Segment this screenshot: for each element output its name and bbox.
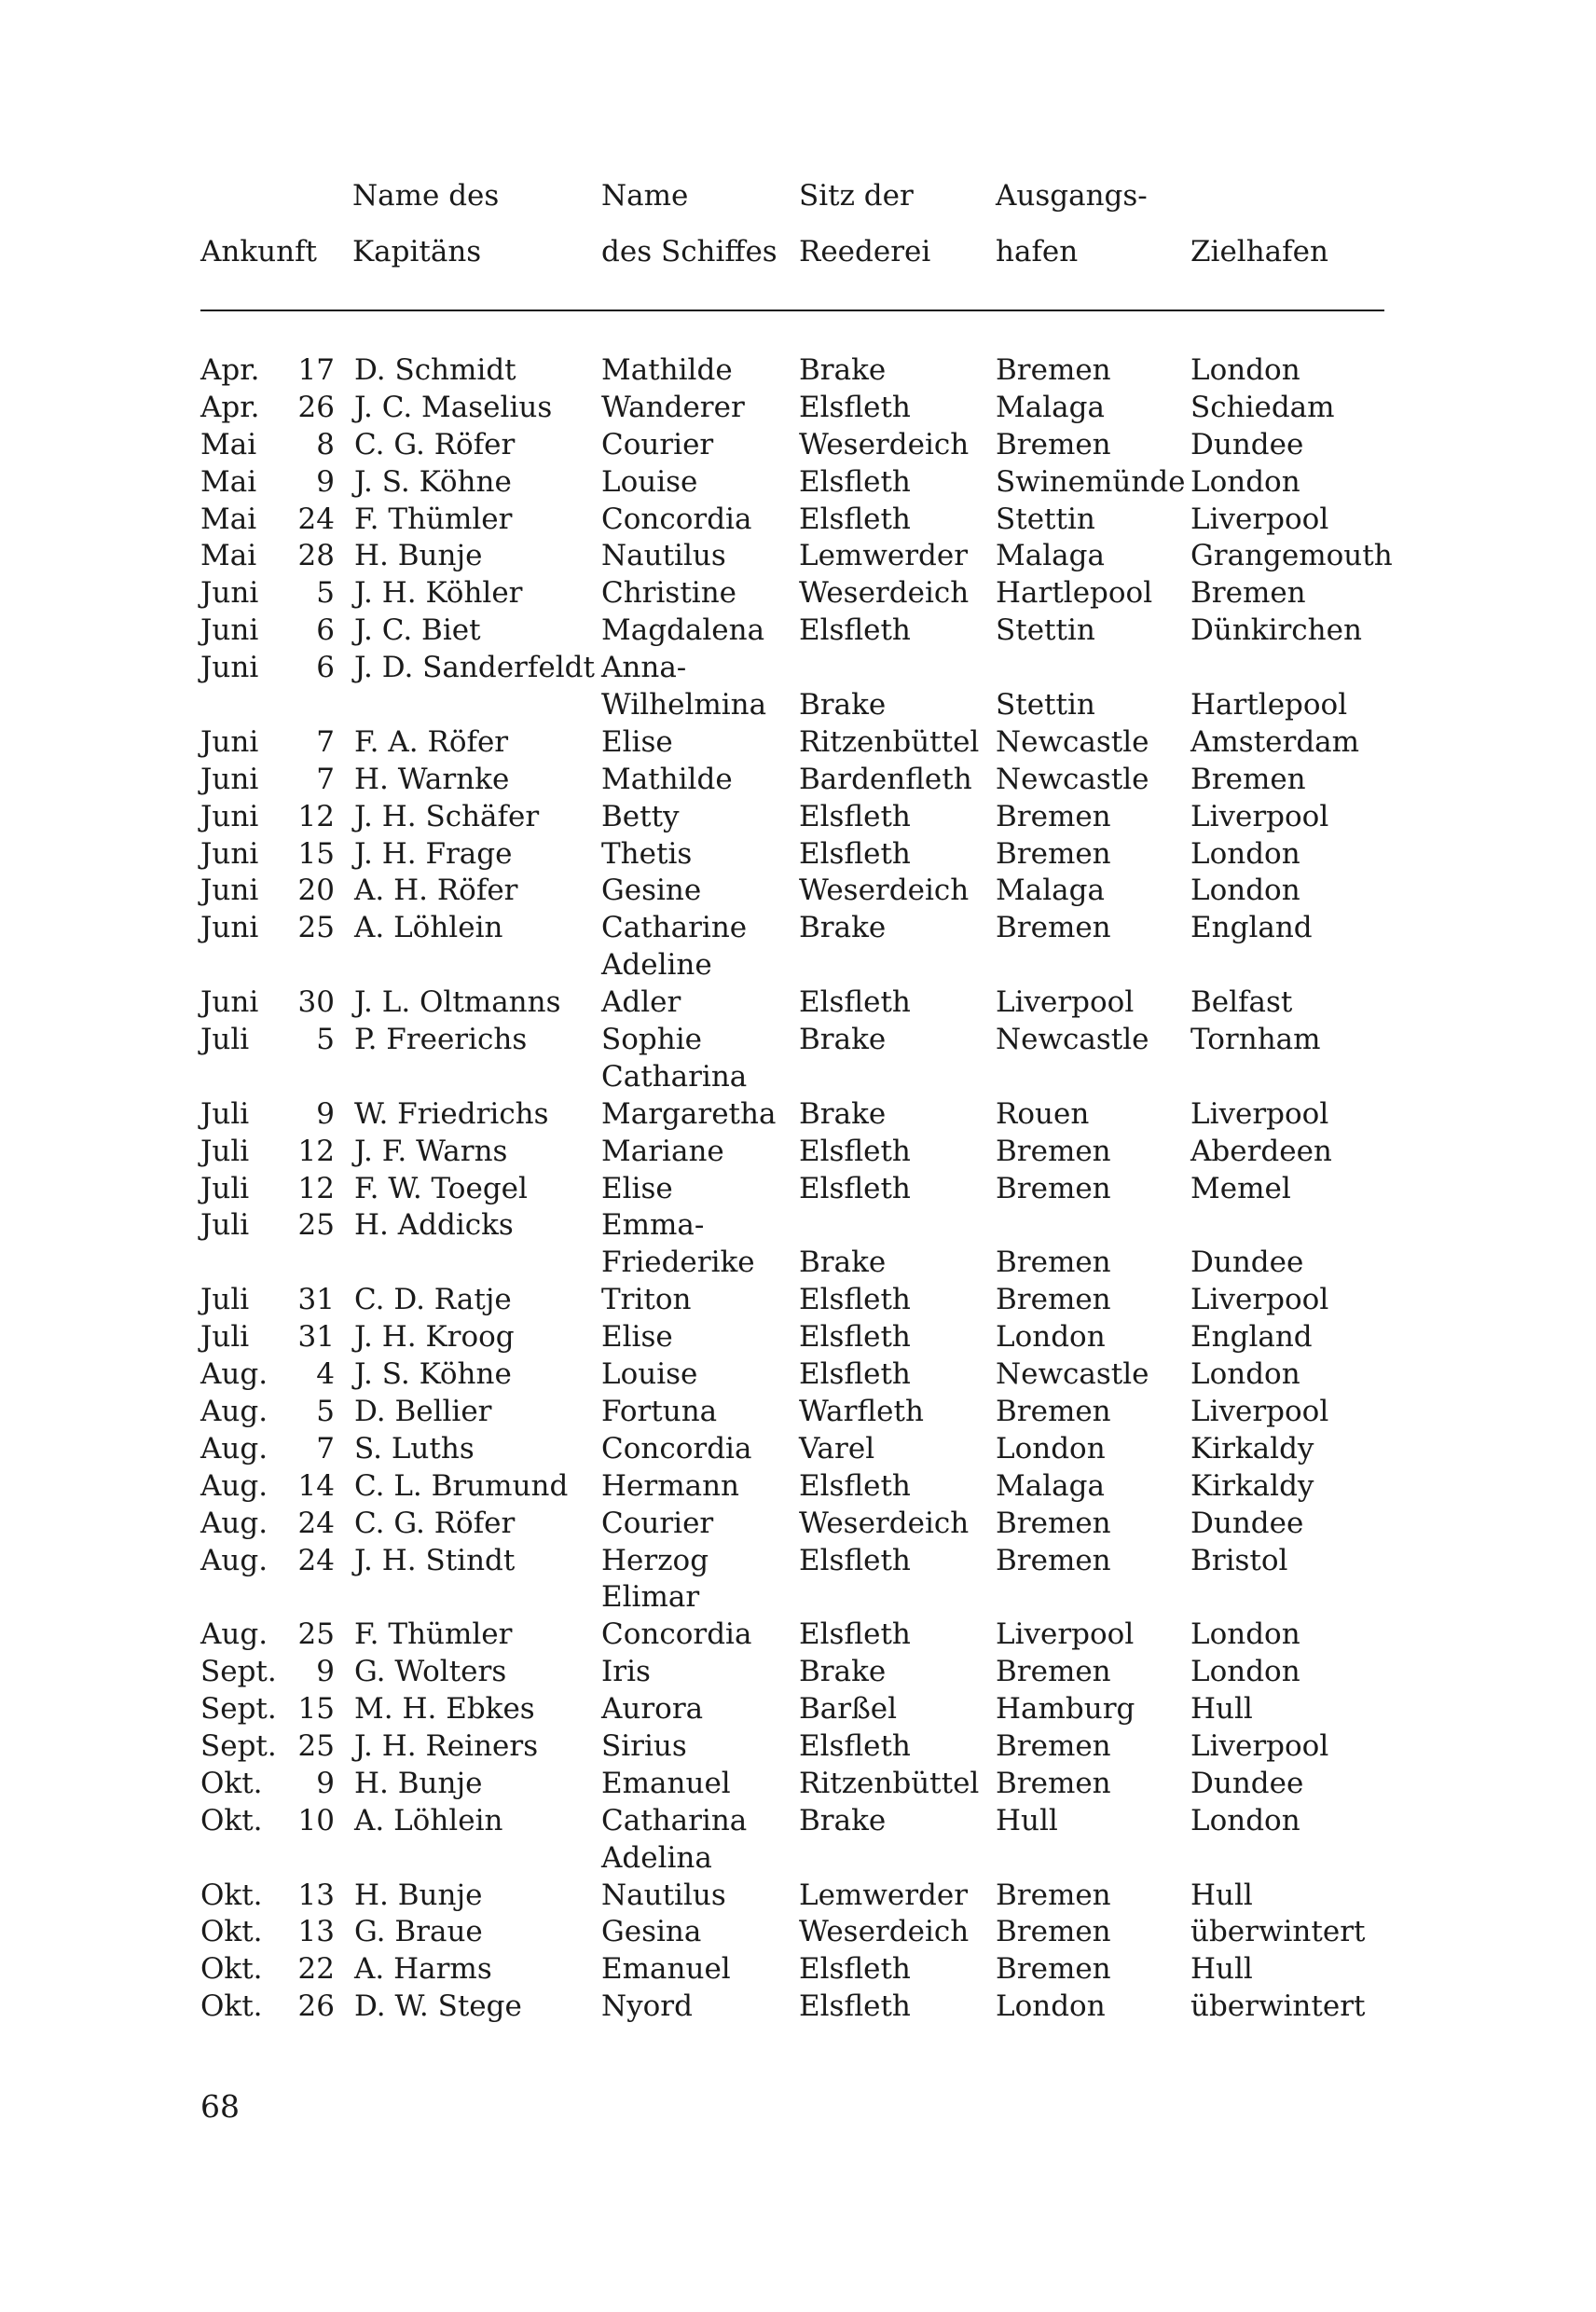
ship-name: Aurora	[601, 1692, 704, 1727]
destination-port: London	[1190, 464, 1300, 499]
departure-port: Bremen	[996, 353, 1111, 387]
arrival-month: Aug.	[200, 1506, 268, 1540]
ship-name: Adler	[601, 985, 681, 1020]
arrival-day: 24	[297, 502, 335, 536]
destination-port: Memel	[1190, 1171, 1291, 1205]
header-captain-line1: Name des	[352, 179, 500, 213]
captain-name: D. Schmidt	[354, 353, 516, 387]
captain-name: J. H. Reiners	[354, 1728, 539, 1763]
ship-name: Fortuna	[601, 1394, 718, 1428]
arrival-day: 5	[316, 1023, 335, 1057]
shipowner-seat: Lemwerder	[799, 539, 969, 573]
arrival-month: Okt.	[200, 1915, 263, 1949]
header-departure-line1: Ausgangs-	[996, 179, 1148, 213]
captain-name: J. C. Biet	[354, 613, 481, 648]
page-number: 68	[200, 2088, 240, 2125]
destination-port: Schiedam	[1190, 390, 1335, 424]
destination-port: Dundee	[1190, 1506, 1304, 1540]
arrival-month: Mai	[200, 502, 257, 536]
ship-name: Nautilus	[601, 539, 726, 573]
departure-port: Malaga	[996, 1468, 1105, 1503]
shipowner-seat: Elsfleth	[799, 836, 911, 871]
captain-name: J. H. Stindt	[354, 1543, 516, 1577]
departure-port: Stettin	[996, 613, 1095, 648]
shipowner-seat: Elsfleth	[799, 1134, 911, 1168]
shipowner-seat: Elsfleth	[799, 1357, 911, 1392]
captain-name: C. D. Ratje	[354, 1283, 512, 1317]
arrival-month: Mai	[200, 539, 257, 573]
destination-port: Bristol	[1190, 1543, 1288, 1577]
ship-name: Emanuel	[601, 1952, 731, 1987]
departure-port: Swinemünde	[996, 464, 1186, 499]
captain-name: J. H. Schäfer	[354, 799, 540, 833]
destination-port: Aberdeen	[1190, 1134, 1332, 1168]
ship-name: Catharina	[601, 1059, 748, 1094]
header-arrival: Ankunft	[200, 235, 317, 268]
captain-name: J. H. Kroog	[354, 1320, 515, 1355]
captain-name: W. Friedrichs	[354, 1096, 549, 1131]
ship-name: Nyord	[601, 1989, 693, 2024]
departure-port: London	[996, 1989, 1106, 2024]
header-seat-line1: Sitz der	[799, 179, 914, 213]
arrival-day: 31	[297, 1283, 335, 1317]
departure-port: Bremen	[996, 836, 1111, 871]
captain-name: J. S. Köhne	[354, 464, 512, 499]
captain-name: F. W. Toegel	[354, 1171, 528, 1205]
shipowner-seat: Elsfleth	[799, 1952, 911, 1987]
arrival-day: 30	[297, 985, 335, 1020]
departure-port: Newcastle	[996, 1023, 1149, 1057]
departure-port: Stettin	[996, 688, 1095, 722]
departure-port: Bremen	[996, 1506, 1111, 1540]
arrival-month: Apr.	[200, 353, 260, 387]
shipowner-seat: Weserdeich	[799, 874, 970, 908]
captain-name: G. Braue	[354, 1915, 483, 1949]
arrival-month: Apr.	[200, 390, 260, 424]
destination-port: London	[1190, 353, 1300, 387]
destination-port: Kirkaldy	[1190, 1468, 1314, 1503]
arrival-day: 8	[316, 427, 335, 461]
ship-name: Gesine	[601, 874, 702, 908]
ship-name: Triton	[601, 1283, 692, 1317]
shipowner-seat: Weserdeich	[799, 427, 970, 461]
ship-name: Emanuel	[601, 1766, 731, 1800]
arrival-day: 6	[316, 651, 335, 685]
arrival-day: 24	[297, 1543, 335, 1577]
arrival-month: Aug.	[200, 1468, 268, 1503]
captain-name: A. Löhlein	[354, 1803, 503, 1837]
header-captain-line2: Kapitäns	[352, 235, 482, 268]
ship-name: Wilhelmina	[601, 688, 767, 722]
ship-name: Friederike	[601, 1245, 755, 1280]
arrival-month: Juli	[200, 1134, 250, 1168]
arrival-day: 14	[297, 1468, 335, 1503]
arrival-month: Juli	[200, 1208, 250, 1243]
arrival-month: Aug.	[200, 1617, 268, 1652]
captain-name: J. C. Maselius	[354, 390, 553, 424]
destination-port: London	[1190, 874, 1300, 908]
arrival-day: 9	[316, 464, 335, 499]
captain-name: A. Harms	[354, 1952, 492, 1987]
captain-name: C. L. Brumund	[354, 1468, 569, 1503]
departure-port: Hamburg	[996, 1692, 1135, 1727]
departure-port: Hartlepool	[996, 576, 1153, 611]
destination-port: London	[1190, 1655, 1300, 1689]
arrival-day: 25	[297, 911, 335, 945]
departure-port: Bremen	[996, 1766, 1111, 1800]
destination-port: London	[1190, 1617, 1300, 1652]
departure-port: Malaga	[996, 390, 1105, 424]
arrival-month: Okt.	[200, 1952, 263, 1987]
arrival-day: 13	[297, 1915, 335, 1949]
arrival-day: 9	[316, 1096, 335, 1131]
shipowner-seat: Elsfleth	[799, 502, 911, 536]
arrival-month: Sept.	[200, 1655, 277, 1689]
arrival-day: 12	[297, 1134, 335, 1168]
header-destination: Zielhafen	[1190, 235, 1328, 268]
ship-name: Concordia	[601, 1431, 752, 1466]
captain-name: D. W. Stege	[354, 1989, 522, 2024]
arrival-day: 25	[297, 1208, 335, 1243]
shipowner-seat: Elsfleth	[799, 1468, 911, 1503]
arrival-month: Juni	[200, 985, 259, 1020]
shipowner-seat: Varel	[799, 1431, 875, 1466]
shipowner-seat: Elsfleth	[799, 1543, 911, 1577]
captain-name: J. H. Köhler	[354, 576, 523, 611]
arrival-month: Mai	[200, 427, 257, 461]
shipowner-seat: Elsfleth	[799, 1728, 911, 1763]
arrival-month: Sept.	[200, 1728, 277, 1763]
shipowner-seat: Brake	[799, 1096, 887, 1131]
captain-name: A. H. Röfer	[354, 874, 518, 908]
arrival-day: 6	[316, 613, 335, 648]
ship-name: Mathilde	[601, 353, 733, 387]
shipowner-seat: Elsfleth	[799, 1617, 911, 1652]
departure-port: Bremen	[996, 1878, 1111, 1912]
captain-name: J. F. Warns	[354, 1134, 508, 1168]
ship-name: Courier	[601, 1506, 714, 1540]
destination-port: Tornham	[1190, 1023, 1321, 1057]
arrival-day: 28	[297, 539, 335, 573]
ship-name: Gesina	[601, 1915, 702, 1949]
ship-name: Magdalena	[601, 613, 765, 648]
departure-port: Bremen	[996, 1394, 1111, 1428]
destination-port: Liverpool	[1190, 1096, 1329, 1131]
arrival-day: 7	[316, 762, 335, 796]
header-departure-line2: hafen	[996, 235, 1079, 268]
arrival-day: 9	[316, 1655, 335, 1689]
shipowner-seat: Warfleth	[799, 1394, 924, 1428]
departure-port: Bremen	[996, 1915, 1111, 1949]
arrival-day: 12	[297, 1171, 335, 1205]
departure-port: Bremen	[996, 911, 1111, 945]
shipowner-seat: Ritzenbüttel	[799, 724, 980, 759]
destination-port: Liverpool	[1190, 799, 1329, 833]
arrival-month: Aug.	[200, 1543, 268, 1577]
departure-port: Stettin	[996, 502, 1095, 536]
destination-port: Dünkirchen	[1190, 613, 1362, 648]
destination-port: Hartlepool	[1190, 688, 1348, 722]
arrival-day: 25	[297, 1617, 335, 1652]
ship-name: Anna-	[601, 651, 687, 685]
header-seat-line2: Reederei	[799, 235, 931, 268]
departure-port: Bremen	[996, 1655, 1111, 1689]
ship-name: Elise	[601, 724, 673, 759]
departure-port: Hull	[996, 1803, 1058, 1837]
captain-name: G. Wolters	[354, 1655, 507, 1689]
ship-name: Elimar	[601, 1580, 700, 1615]
captain-name: D. Bellier	[354, 1394, 492, 1428]
arrival-month: Juni	[200, 576, 259, 611]
ship-name: Nautilus	[601, 1878, 726, 1912]
departure-port: Bremen	[996, 799, 1111, 833]
shipowner-seat: Lemwerder	[799, 1878, 969, 1912]
ship-name: Adelina	[601, 1840, 712, 1875]
arrival-day: 25	[297, 1728, 335, 1763]
arrival-month: Juli	[200, 1320, 250, 1355]
destination-port: Bremen	[1190, 762, 1306, 796]
shipowner-seat: Brake	[799, 1803, 887, 1837]
shipowner-seat: Elsfleth	[799, 390, 911, 424]
arrival-day: 9	[316, 1766, 335, 1800]
ship-name: Christine	[601, 576, 737, 611]
captain-name: M. H. Ebkes	[354, 1692, 535, 1727]
captain-name: J. H. Frage	[354, 836, 513, 871]
ship-name: Adeline	[601, 948, 712, 983]
arrival-month: Okt.	[200, 1989, 263, 2024]
destination-port: London	[1190, 1803, 1300, 1837]
arrival-month: Mai	[200, 464, 257, 499]
arrival-month: Okt.	[200, 1878, 263, 1912]
destination-port: London	[1190, 1357, 1300, 1392]
arrival-day: 10	[297, 1803, 335, 1837]
arrival-month: Juli	[200, 1023, 250, 1057]
arrival-day: 26	[297, 1989, 335, 2024]
shipowner-seat: Elsfleth	[799, 799, 911, 833]
shipowner-seat: Bardenfleth	[799, 762, 972, 796]
arrival-day: 31	[297, 1320, 335, 1355]
captain-name: H. Bunje	[354, 539, 483, 573]
arrival-month: Juni	[200, 724, 259, 759]
captain-name: S. Luths	[354, 1431, 475, 1466]
ship-name: Wanderer	[601, 390, 745, 424]
shipowner-seat: Elsfleth	[799, 1989, 911, 2024]
arrival-month: Aug.	[200, 1357, 268, 1392]
destination-port: Kirkaldy	[1190, 1431, 1314, 1466]
departure-port: Newcastle	[996, 1357, 1149, 1392]
arrival-day: 22	[297, 1952, 335, 1987]
ship-name: Mathilde	[601, 762, 733, 796]
destination-port: Hull	[1190, 1878, 1253, 1912]
destination-port: Belfast	[1190, 985, 1293, 1020]
destination-port: Liverpool	[1190, 1283, 1329, 1317]
shipowner-seat: Weserdeich	[799, 1506, 970, 1540]
captain-name: H. Bunje	[354, 1766, 483, 1800]
destination-port: Amsterdam	[1190, 724, 1360, 759]
arrival-month: Juli	[200, 1283, 250, 1317]
ship-name: Louise	[601, 1357, 698, 1392]
arrival-day: 12	[297, 799, 335, 833]
destination-port: überwintert	[1190, 1989, 1366, 2024]
ship-name: Elise	[601, 1171, 673, 1205]
destination-port: Dundee	[1190, 427, 1304, 461]
ship-name: Iris	[601, 1655, 651, 1689]
departure-port: Newcastle	[996, 762, 1149, 796]
ship-name: Catharina	[601, 1803, 748, 1837]
destination-port: Dundee	[1190, 1766, 1304, 1800]
departure-port: Rouen	[996, 1096, 1090, 1131]
shipowner-seat: Brake	[799, 1023, 887, 1057]
shipowner-seat: Ritzenbüttel	[799, 1766, 980, 1800]
departure-port: London	[996, 1431, 1106, 1466]
arrival-month: Juni	[200, 762, 259, 796]
arrival-month: Sept.	[200, 1692, 277, 1727]
shipowner-seat: Brake	[799, 353, 887, 387]
destination-port: Liverpool	[1190, 1394, 1329, 1428]
arrival-month: Juni	[200, 911, 259, 945]
captain-name: C. G. Röfer	[354, 1506, 516, 1540]
captain-name: F. Thümler	[354, 502, 513, 536]
arrival-month: Juli	[200, 1171, 250, 1205]
captain-name: J. L. Oltmanns	[354, 985, 561, 1020]
shipowner-seat: Elsfleth	[799, 1171, 911, 1205]
captain-name: J. D. Sanderfeldt	[354, 651, 595, 685]
ship-name: Margaretha	[601, 1096, 777, 1131]
arrival-month: Okt.	[200, 1803, 263, 1837]
departure-port: Bremen	[996, 1283, 1111, 1317]
departure-port: Bremen	[996, 1543, 1111, 1577]
arrival-month: Juli	[200, 1096, 250, 1131]
arrival-month: Juni	[200, 836, 259, 871]
arrival-month: Juni	[200, 874, 259, 908]
captain-name: H. Bunje	[354, 1878, 483, 1912]
header-ship-line1: Name	[601, 179, 689, 213]
arrival-month: Juni	[200, 651, 259, 685]
destination-port: Hull	[1190, 1692, 1253, 1727]
captain-name: A. Löhlein	[354, 911, 503, 945]
arrival-day: 24	[297, 1506, 335, 1540]
departure-port: Bremen	[996, 1171, 1111, 1205]
ship-name: Louise	[601, 464, 698, 499]
ship-name: Sophie	[601, 1023, 702, 1057]
shipowner-seat: Elsfleth	[799, 613, 911, 648]
captain-name: C. G. Röfer	[354, 427, 516, 461]
destination-port: Bremen	[1190, 576, 1306, 611]
ship-name: Herzog	[601, 1543, 709, 1577]
shipowner-seat: Weserdeich	[799, 576, 970, 611]
arrival-month: Juni	[200, 613, 259, 648]
ship-name: Elise	[601, 1320, 673, 1355]
arrival-day: 26	[297, 390, 335, 424]
ship-name: Emma-	[601, 1208, 705, 1243]
arrival-month: Aug.	[200, 1431, 268, 1466]
shipowner-seat: Brake	[799, 1245, 887, 1280]
shipowner-seat: Brake	[799, 911, 887, 945]
arrival-day: 7	[316, 724, 335, 759]
shipowner-seat: Brake	[799, 1655, 887, 1689]
arrival-day: 5	[316, 576, 335, 611]
destination-port: Hull	[1190, 1952, 1253, 1987]
captain-name: F. Thümler	[354, 1617, 513, 1652]
shipowner-seat: Elsfleth	[799, 985, 911, 1020]
ship-name: Catharine	[601, 911, 748, 945]
arrival-day: 7	[316, 1431, 335, 1466]
ship-name: Betty	[601, 799, 680, 833]
departure-port: Malaga	[996, 874, 1105, 908]
departure-port: Liverpool	[996, 1617, 1135, 1652]
ship-name: Courier	[601, 427, 714, 461]
departure-port: Liverpool	[996, 985, 1135, 1020]
header-rule	[200, 310, 1384, 311]
shipowner-seat: Barßel	[799, 1692, 898, 1727]
departure-port: London	[996, 1320, 1106, 1355]
arrival-day: 15	[297, 836, 335, 871]
arrival-day: 13	[297, 1878, 335, 1912]
departure-port: Newcastle	[996, 724, 1149, 759]
arrival-month: Aug.	[200, 1394, 268, 1428]
departure-port: Bremen	[996, 1134, 1111, 1168]
arrival-month: Okt.	[200, 1766, 263, 1800]
arrival-day: 5	[316, 1394, 335, 1428]
ship-name: Sirius	[601, 1728, 687, 1763]
arrival-day: 17	[297, 353, 335, 387]
captain-name: H. Warnke	[354, 762, 510, 796]
ship-name: Mariane	[601, 1134, 724, 1168]
arrival-month: Juni	[200, 799, 259, 833]
captain-name: J. S. Köhne	[354, 1357, 512, 1392]
captain-name: P. Freerichs	[354, 1023, 528, 1057]
destination-port: Dundee	[1190, 1245, 1304, 1280]
departure-port: Malaga	[996, 539, 1105, 573]
arrival-day: 20	[297, 874, 335, 908]
shipowner-seat: Elsfleth	[799, 464, 911, 499]
departure-port: Bremen	[996, 427, 1111, 461]
captain-name: F. A. Röfer	[354, 724, 509, 759]
destination-port: England	[1190, 911, 1313, 945]
departure-port: Bremen	[996, 1728, 1111, 1763]
destination-port: London	[1190, 836, 1300, 871]
arrival-day: 15	[297, 1692, 335, 1727]
shipowner-seat: Brake	[799, 688, 887, 722]
shipowner-seat: Elsfleth	[799, 1320, 911, 1355]
ship-name: Thetis	[601, 836, 693, 871]
destination-port: Liverpool	[1190, 1728, 1329, 1763]
departure-port: Bremen	[996, 1952, 1111, 1987]
header-ship-line2: des Schiffes	[601, 235, 777, 268]
destination-port: überwintert	[1190, 1915, 1366, 1949]
destination-port: Liverpool	[1190, 502, 1329, 536]
destination-port: Grangemouth	[1190, 539, 1393, 573]
captain-name: H. Addicks	[354, 1208, 514, 1243]
ship-name: Concordia	[601, 502, 752, 536]
shipowner-seat: Weserdeich	[799, 1915, 970, 1949]
arrival-day: 4	[316, 1357, 335, 1392]
destination-port: England	[1190, 1320, 1313, 1355]
ship-name: Hermann	[601, 1468, 740, 1503]
ship-name: Concordia	[601, 1617, 752, 1652]
departure-port: Bremen	[996, 1245, 1111, 1280]
shipowner-seat: Elsfleth	[799, 1283, 911, 1317]
